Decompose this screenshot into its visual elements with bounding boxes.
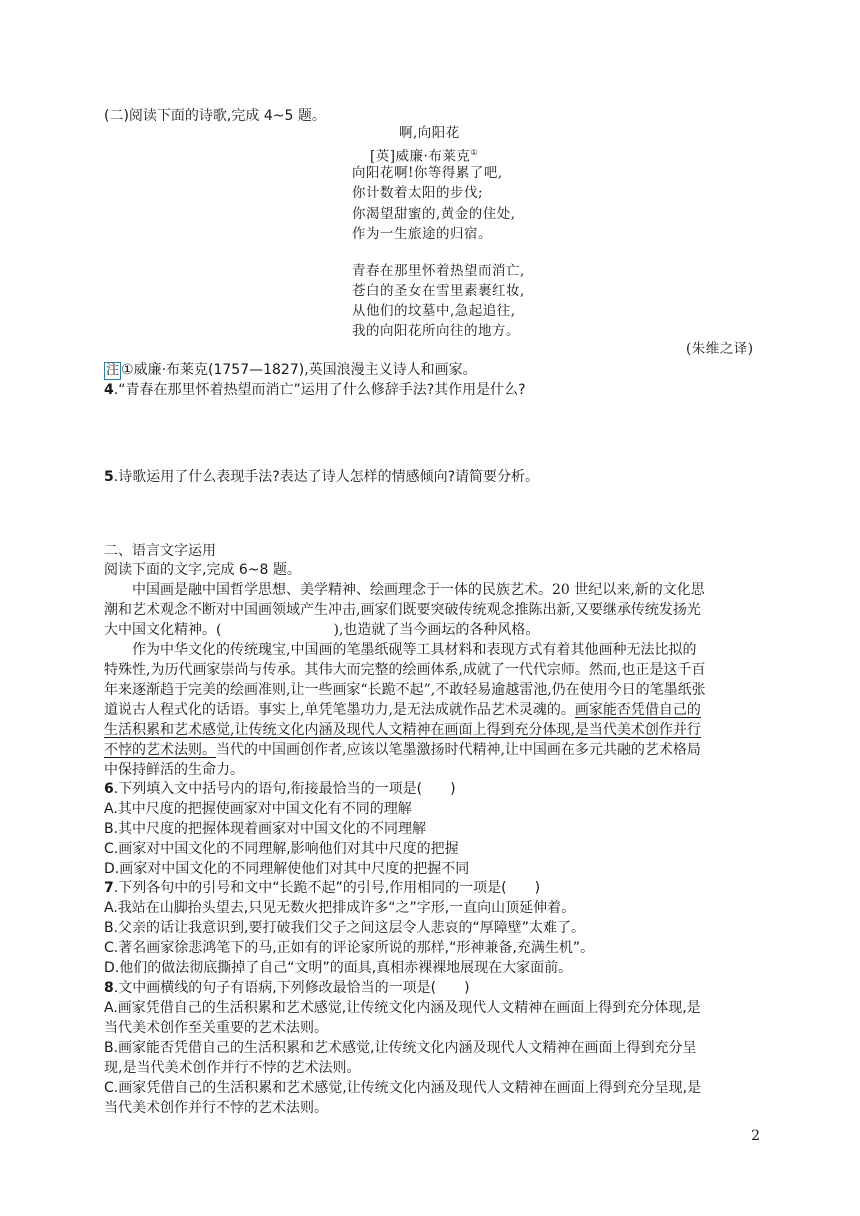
option-a: A.画家凭借自己的生活积累和艺术感觉,让传统文化内涵及现代人文精神在画面上得到充分体现,是 [104,1000,701,1016]
poem-title: 啊,向阳花 [399,125,460,141]
part-instruction: 阅读下面的文字,完成 6~8 题。 [104,562,301,578]
question-5 [104,467,539,487]
footnote-marker: ① [470,148,478,157]
question-text: .“青春在那里怀着热望而消亡”运用了什么修辞手法?其作用是什么? [113,382,526,398]
poem-line: 作为一生旅途的归宿。 [352,226,492,242]
option-b: B.画家能否凭借自己的生活积累和艺术感觉,让传统文化内涵及现代人文精神在画面上得到充分呈 [104,1040,697,1056]
footnote [104,360,477,380]
question-stem [104,779,456,799]
question-number: 5 [104,469,114,485]
option-a: A.我站在山脚抬头望去,只见无数火把排成许多“之”字形,一直向山顶延伸着。 [104,900,576,916]
option-c: C.画家对中国文化的不同理解,影响他们对其中尺度的把握 [104,841,459,857]
passage-line: 潮和艺术观念不断对中国画领域产生冲击,画家们既要突破传统观念推陈出新,又要继承传统发扬光 [104,602,701,618]
question-text: .下列各句中的引号和文中“长跪不起”的引号,作用相同的一项是( ) [113,880,541,896]
option-b-cont: 现,是当代美术创作并行不悖的艺术法则。 [104,1060,361,1076]
option-a: A.其中尺度的把握使画家对中国文化有不同的理解 [104,801,412,817]
question-text: .文中画横线的句子有语病,下列修改最恰当的一项是( ) [113,980,470,996]
section-heading: (二)阅读下面的诗歌,完成 4~5 题。 [104,108,326,124]
passage-line: 大中国文化精神。( ),也造就了当今画坛的各种风格。 [104,622,540,638]
poem-line: 从他们的坟墓中,急起追往, [352,303,516,319]
poem-author-name: [英]威廉·布莱克 [370,148,471,165]
note-label: 注 [106,363,120,378]
passage-line [104,740,701,760]
passage-line: 中保持鲜活的生命力。 [104,762,244,778]
page-number: 2 [751,1128,760,1144]
underlined-sentence: 画家能否凭借自己的 [574,702,701,718]
passage-line: 特殊性,为历代画家崇尚与传承。其伟大而完整的绘画体系,成就了一代代宗师。然而,也正是这千百 [104,662,706,678]
poem-line: 你渴望甜蜜的,黄金的住处, [352,206,516,222]
passage-text: 道说古人程式化的话语。事实上,单凭笔墨功力,是无法成就作品艺术灵魂的。 [104,702,575,718]
question-text: .下列填入文中括号内的语句,衔接最恰当的一项是( ) [113,781,456,797]
option-b: B.父亲的话让我意识到,要打破我们父子之间这层令人悲哀的“厚障壁”太难了。 [104,920,586,936]
option-b: B.其中尺度的把握体现着画家对中国文化的不同理解 [104,821,427,837]
question-text: .诗歌运用了什么表现手法?表达了诗人怎样的情感倾向?请简要分析。 [113,469,540,485]
question-number: 4 [104,382,114,398]
option-d: D.他们的做法彻底撕掉了自己“文明”的面具,真相赤裸裸地展现在大家面前。 [104,960,573,976]
question-4 [104,380,526,400]
poem-line: 你计数着太阳的步伐; [352,185,484,201]
part-heading: 二、语言文字运用 [104,543,216,559]
passage-line: 作为中华文化的传统瑰宝,中国画的笔墨纸砚等工具材料和表现方式有着其他画种无法比拟的 [132,642,697,658]
option-d: D.画家对中国文化的不同理解使他们对其中尺度的把握不同 [104,861,470,877]
question-number: 8 [104,980,114,996]
passage-line [104,700,701,720]
passage-line: 年来逐渐趋于完美的绘画准则,让一些画家“长跪不起”,不敢轻易逾越雷池,仍在使用今日的笔墨纸张 [104,682,706,698]
underlined-sentence: 生活积累和艺术感觉,让传统文化内涵及现代人文精神在画面上得到充分体现,是当代美术创作并行 [104,722,701,738]
poem-line: 青春在那里怀着热望而消亡, [352,263,525,279]
option-c: C.画家凭借自己的生活积累和艺术感觉,让传统文化内涵及现代人文精神在画面上得到充分呈现,是 [104,1080,702,1096]
passage-line: 中国画是融中国哲学思想、美学精神、绘画理念于一体的民族艺术。20 世纪以来,新的文化思 [132,582,705,598]
underlined-sentence: 不悖的艺术法则。 [104,742,216,758]
passage-text: 当代的中国画创作者,应该以笔墨激扬时代精神,让中国画在多元共融的艺术格局 [216,742,701,758]
question-stem [104,978,470,998]
poem-line: 苍白的圣女在雪里素裹红妆, [352,283,525,299]
note-text: ①威廉·布莱克(1757—1827),英国浪漫主义诗人和画家。 [121,362,477,378]
poem-line: 我的向阳花所向往的地方。 [352,323,520,339]
question-number: 7 [104,880,114,896]
option-a-cont: 当代美术创作至关重要的艺术法则。 [104,1020,328,1036]
question-stem [104,878,540,898]
poem-line: 向阳花啊!你等得累了吧, [352,165,503,181]
poem-translator: (朱维之译) [686,341,754,357]
question-number: 6 [104,781,114,797]
option-c-cont: 当代美术创作并行不悖的艺术法则。 [104,1100,328,1116]
option-c: C.著名画家徐悲鸿笔下的马,正如有的评论家所说的那样,“形神兼备,充满生机”。 [104,940,595,956]
